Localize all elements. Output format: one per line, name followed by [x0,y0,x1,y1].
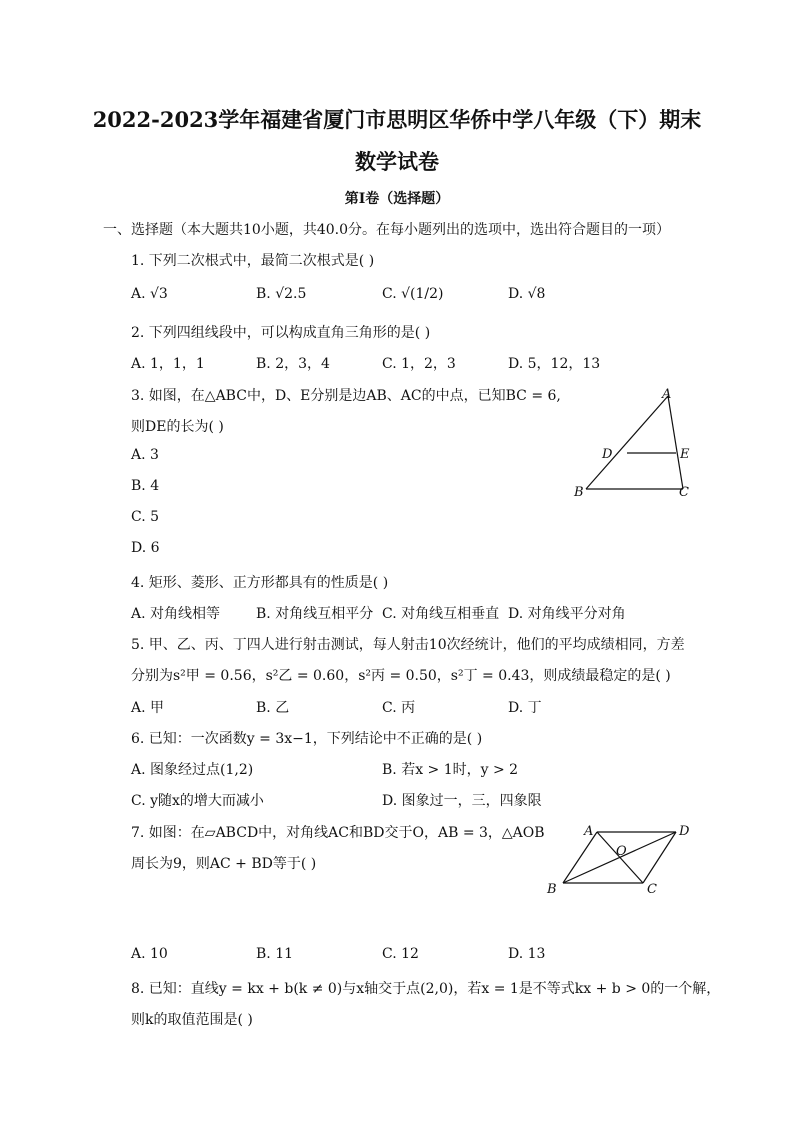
question-7-option-c: C. 12 [382,946,419,962]
label-c: C [679,485,689,500]
label-a: A [584,824,594,839]
question-7-option-b: B. 11 [256,946,294,962]
question-6-option-c: C. y随x的增大而减小 [131,793,264,809]
question-1-stem: 1. 下列二次根式中，最简二次根式是( ) [131,253,375,269]
triangle-figure [565,383,705,503]
section-heading: 第I卷（选择题） [344,191,450,207]
label-d: D [679,824,690,839]
question-8-stem: 8. 已知：直线y = kx + b(k ≠ 0)与x轴交于点(2,0)，若x = 1是不等式kx + b > 0的一个解， [131,981,721,997]
question-6-option-a: A. 图象经过点(1,2) [131,762,254,778]
part-instructions: 一、选择题（本大题共10小题，共40.0分。在每小题列出的选项中，选出符合题目的一项） [103,222,670,238]
question-2-option-b: B. 2，3，4 [256,356,330,372]
question-4-option-d: D. 对角线平分对角 [508,606,626,622]
question-5-option-a: A. 甲 [131,700,165,716]
question-5-stem: 5. 甲、乙、丙、丁四人进行射击测试，每人射击10次经统计，他们的平均成绩相同，方差 [131,637,685,653]
question-3-option-b: B. 4 [131,478,160,494]
parallelogram-figure [540,818,710,900]
page-subtitle: 数学试卷 [355,149,439,174]
question-3-stem-cont: 则DE的长为( ) [131,419,224,435]
question-3-stem: 3. 如图，在△ABC中，D、E分别是边AB、AC的中点，已知BC = 6, [131,388,561,404]
label-d: D [602,447,613,462]
label-b: B [574,485,584,500]
question-7-option-d: D. 13 [508,946,546,962]
label-o: O [616,844,627,859]
question-2-option-c: C. 1，2，3 [382,356,456,372]
question-5-option-d: D. 丁 [508,700,542,716]
question-3-option-d: D. 6 [131,540,160,556]
question-2-stem: 2. 下列四组线段中，可以构成直角三角形的是( ) [131,325,431,341]
page-title: 2022-2023学年福建省厦门市思明区华侨中学八年级（下）期末 [92,107,702,132]
label-a: A [662,387,672,402]
question-5-option-b: B. 乙 [256,700,290,716]
question-4-option-b: B. 对角线互相平分 [256,606,374,622]
question-7-stem-cont: 周长为9，则AC + BD等于( ) [131,856,317,872]
question-8-stem-cont: 则k的取值范围是( ) [131,1012,253,1028]
question-1-option-c: C. √(1/2) [382,286,444,302]
question-3-option-c: C. 5 [131,509,160,525]
question-1-option-b: B. √2.5 [256,286,307,302]
question-4-option-c: C. 对角线互相垂直 [382,606,500,622]
question-4-option-a: A. 对角线相等 [131,606,221,622]
question-1-option-d: D. √8 [508,286,546,302]
question-7-option-a: A. 10 [131,946,168,962]
question-5-option-c: C. 丙 [382,700,416,716]
question-2-option-d: D. 5，12，13 [508,356,601,372]
question-7-stem: 7. 如图：在▱ABCD中，对角线AC和BD交于O，AB = 3，△AOB [131,825,545,841]
question-6-stem: 6. 已知：一次函数y = 3x−1，下列结论中不正确的是( ) [131,731,483,747]
question-6-option-d: D. 图象过一，三，四象限 [382,793,542,809]
label-c: C [647,882,657,897]
label-b: B [547,882,557,897]
question-5-stem-cont: 分别为s²甲 = 0.56，s²乙 = 0.60，s²丙 = 0.50，s²丁 = 0.43，则成绩最稳定的是( ) [131,668,671,684]
question-2-option-a: A. 1，1，1 [131,356,205,372]
label-e: E [680,447,690,462]
question-1-option-a: A. √3 [131,286,168,302]
question-3-option-a: A. 3 [131,447,159,463]
question-4-stem: 4. 矩形、菱形、正方形都具有的性质是( ) [131,575,389,591]
question-6-option-b: B. 若x > 1时，y > 2 [382,762,519,778]
